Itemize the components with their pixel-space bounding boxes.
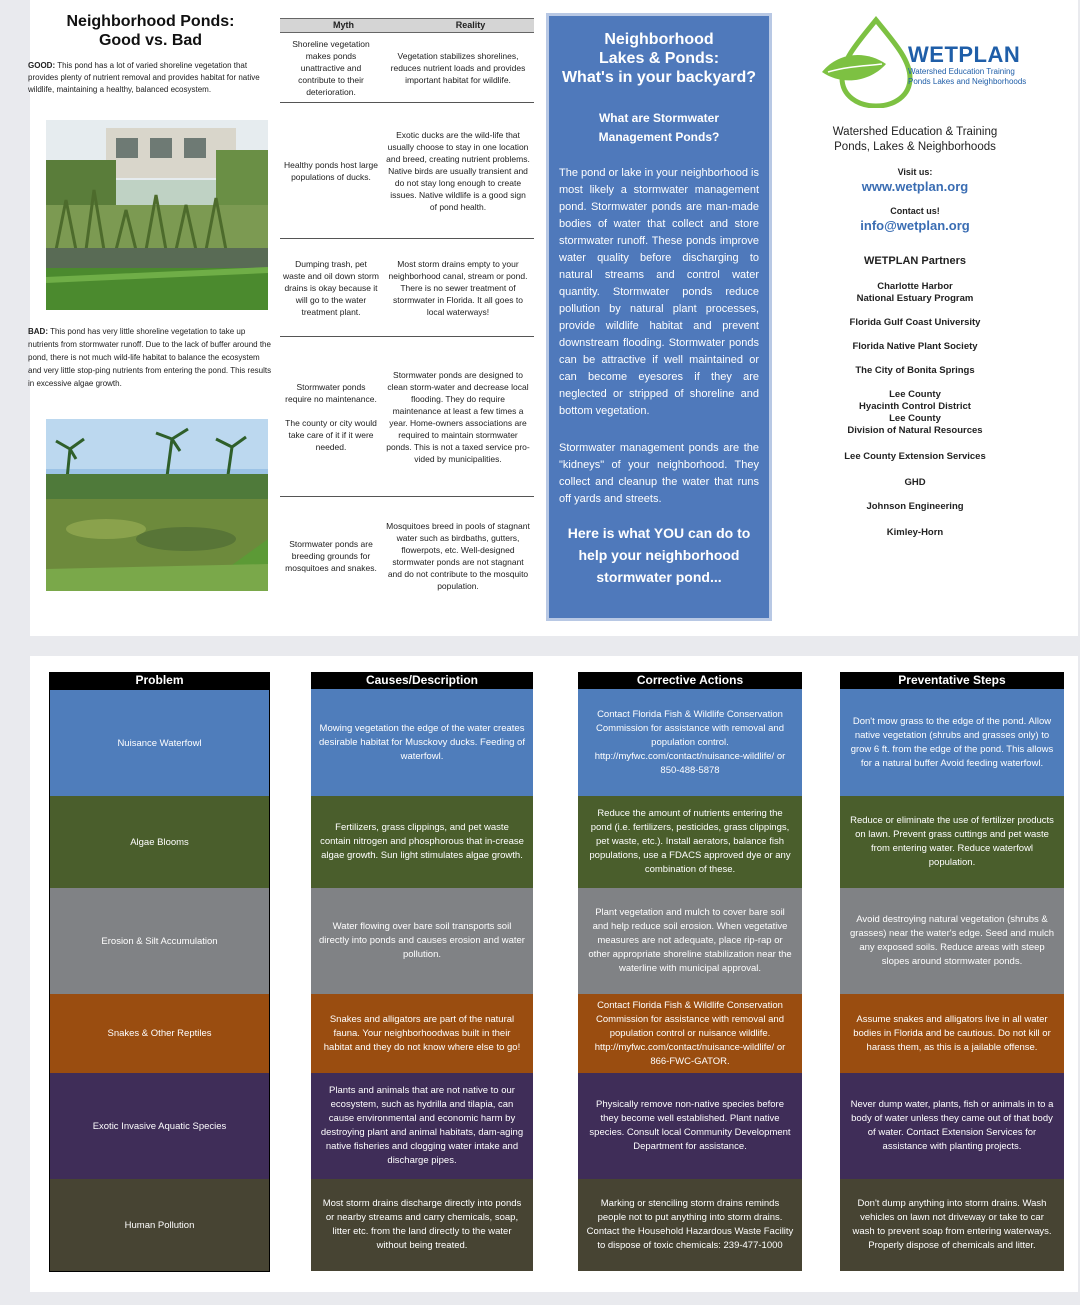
good-pond-photo <box>46 120 268 310</box>
stormwater-paragraph-1: The pond or lake in your neighborhood is most likely a stormwater management pond. Stormwater ponds are man-made bodies of water that collect and store stormwater runoff. These ponds improve water quality before discharging to natural streams and control water quantity. Stormwater ponds reduce pollution by natural plant processes, provide wildlife habitat and prevent downstream flooding. Stormwater ponds can be attractive if well maintained or can become eyesores if they are neglected or stripped of shoreline and bottom vegetation. <box>559 167 759 417</box>
email-link[interactable]: info@wetplan.org <box>860 218 970 233</box>
table-row <box>280 337 534 497</box>
wetplan-contact-panel <box>790 14 1040 539</box>
partner-item: Kimley-Horn <box>886 527 944 538</box>
reality-cell: Mosquitoes breed in pools of stagnant water such as birdbaths, gutters, flowerpots, etc. Well-designed stormwater ponds are not stagnant and do not contribute to the mosquito population. <box>386 521 530 591</box>
problem-header: Problem <box>49 672 270 689</box>
stormwater-paragraph-2: Stormwater management ponds are the "kidneys" of your neighborhood. They collect and cleanup the water that runs off yards and streets. <box>559 442 759 505</box>
contact-label: Contact us! <box>890 206 940 216</box>
preventative-cell: Reduce or eliminate the use of fertilizer products on lawn. Prevent grass cuttings and pet waste from entering water. Reduce waterfowl population. <box>840 796 1064 888</box>
blue-panel-title: Neighborhood Lakes & Ponds: What's in your backyard? <box>561 31 757 86</box>
visit-label: Visit us: <box>897 167 933 177</box>
causes-cell: Most storm drains discharge directly into ponds or nearby streams and carry chemicals, soap, litter etc. from the land directly to the water without being treated. <box>311 1179 533 1271</box>
corrective-actions-column <box>578 672 802 1271</box>
good-vs-bad-panel <box>28 12 273 96</box>
wetplan-logo-tagline-2: Ponds Lakes and Neighborhoods <box>908 77 1027 86</box>
stormwater-info-panel <box>546 13 772 621</box>
stormwater-question-heading: What are Stormwater Management Ponds? <box>598 111 720 144</box>
wetplan-logo-tagline-1: Watershed Education Training <box>908 67 1015 76</box>
bad-pond-caption: BAD: This pond has very little shoreline vegetation to take up nutrients from stormwater runoff. Due to the lack of buffer around the pond, there is not much wild-life habitat to balance the ecosystem and very little stop-ping nutrients from entering the pond. This results in excessive algae growth. <box>28 327 272 388</box>
partner-item: Florida Native Plant Society <box>852 341 978 352</box>
partners-heading: WETPLAN Partners <box>863 255 967 267</box>
preventative-cell: Don't mow grass to the edge of the pond. Allow native vegetation (shrubs and grasses only) to grow 6 ft. from the edge of the pond. This allows for a natural buffer Avoid feeding waterfowl. <box>840 689 1064 796</box>
partner-item: GHD <box>904 477 926 488</box>
preventative-steps-column <box>840 672 1064 1271</box>
problem-cells <box>49 689 270 1272</box>
corrective-cell: Plant vegetation and mulch to cover bare soil and help reduce soil erosion. When vegetative measures are not adequate, place rip-rap or other appropriate shoreline stabilization near the waterline with municipal approval. <box>578 888 802 994</box>
problem-cell: Human Pollution <box>50 1179 269 1271</box>
causes-cell: Snakes and alligators are part of the natural fauna. Your neighborhoodwas built in their habitat and they do not know where else to go! <box>311 994 533 1073</box>
preventative-cell: Assume snakes and alligators live in all water bodies in Florida and be cautious. Do not kill or harass them, as this is a jailable offense. <box>840 994 1064 1073</box>
partner-item: Lee County Extension Services <box>844 451 986 462</box>
table-row <box>280 103 534 239</box>
myth-cell: Stormwater ponds require no maintenance. The county or city would take care of it if it were needed. <box>285 381 377 452</box>
problem-cell: Exotic Invasive Aquatic Species <box>50 1073 269 1179</box>
problem-cell: Algae Blooms <box>50 796 269 888</box>
table-row <box>280 239 534 337</box>
bad-pond-photo <box>46 419 268 591</box>
causes-cell: Mowing vegetation the edge of the water creates desirable habitat for Musckovy ducks. Feeding of waterfowl. <box>311 689 533 796</box>
corrective-cell: Reduce the amount of nutrients entering the pond (i.e. fertilizers, pesticides, grass clippings, pet waste, etc.). Install aerators, balance fish populations, use a FDACS approved dye or any combination of these. <box>578 796 802 888</box>
reality-cell: Stormwater ponds are designed to clean storm-water and decrease local flooding. They do require maintenance at least a few times a year. Home-owners associations are required to maintain stormwater ponds. This is not a taxed service pro- vided by municipalities. <box>386 369 530 464</box>
reality-column-header: Reality <box>455 20 486 30</box>
corrective-header: Corrective Actions <box>578 672 802 689</box>
corrective-cell: Contact Florida Fish & Wildlife Conservation Commission for assistance with removal and population control or nuisance wildlife. http://myfwc.com/contact/nuisance-wildlife/ or 866-FWC-GATOR. <box>578 994 802 1073</box>
causes-header: Causes/Description <box>311 672 533 689</box>
myth-cell: Dumping trash, pet waste and oil down storm drains is okay because it will go to the water treatment plant. <box>283 258 379 317</box>
partner-item: Florida Gulf Coast University <box>849 317 981 328</box>
preventative-cell: Avoid destroying natural vegetation (shrubs & grasses) near the water's edge. Seed and mulch any exposed soils. Reduce areas with steep slopes around stormwater ponds. <box>840 888 1064 994</box>
wetplan-logo-word: WETPLAN <box>908 42 1021 67</box>
problem-cell: Snakes & Other Reptiles <box>50 994 269 1073</box>
reality-cell: Exotic ducks are the wild-life that usually choose to stay in one location and breed, creating nutrient problems. Native birds are usually transient and do not stay long enough to create issues. Native wildlife is a good sign of pond health. <box>386 129 530 212</box>
myth-cell: Stormwater ponds are breeding grounds for mosquitoes and snakes. <box>285 539 377 573</box>
partner-item: Lee County Hyacinth Control District Lee County Division of Natural Resources <box>847 389 983 436</box>
preventative-cell: Don't dump anything into storm drains. Wash vehicles on lawn not driveway or take to car wash to prevent soap from entering waterways. Properly dispose of chemicals and litter. <box>840 1179 1064 1271</box>
wetplan-logo <box>790 14 1040 114</box>
table-row <box>280 497 534 615</box>
good-vs-bad-title: Neighborhood Ponds: Good vs. Bad <box>66 13 235 49</box>
myth-reality-table <box>280 18 534 615</box>
water-drop-leaf-icon <box>818 16 918 108</box>
partner-item: Charlotte Harbor National Estuary Program <box>856 281 974 304</box>
myth-cell: Healthy ponds host large populations of ducks. <box>283 159 379 182</box>
causes-column <box>311 672 533 1271</box>
myth-table-header <box>280 18 534 33</box>
wetplan-org-name: Watershed Education & Training Ponds, Lakes & Neighborhoods <box>832 126 998 153</box>
causes-cell: Fertilizers, grass clippings, and pet waste contain nitrogen and phosphorous that in-crease algae growth. Sun light stimulates algae growth. <box>311 796 533 888</box>
good-pond-caption: GOOD: This pond has a lot of varied shoreline vegetation that provides plenty of nutrient removal and provides habitat for native wildlife, maintaining a healthy, balanced ecosystem. <box>28 61 260 94</box>
corrective-cell: Contact Florida Fish & Wildlife Conservation Commission for assistance with removal and population control. http://myfwc.com/contact/nuisance-wildlife/ or 850-488-5878 <box>578 689 802 796</box>
myth-cell: Shoreline vegetation makes ponds unattractive and contribute to their deterioration. <box>292 38 370 97</box>
website-link[interactable]: www.wetplan.org <box>861 179 969 194</box>
corrective-cell: Marking or stenciling storm drains reminds people not to put anything into storm drains. Contact the Household Hazardous Waste Facility to dispose of toxic chemicals: 239-477-1000 <box>578 1179 802 1271</box>
problem-cell: Erosion & Silt Accumulation <box>50 888 269 994</box>
preventative-header: Preventative Steps <box>840 672 1064 689</box>
call-to-action-heading: Here is what YOU can do to help your neighborhood stormwater pond... <box>567 525 751 585</box>
problem-cell: Nuisance Waterfowl <box>50 690 269 796</box>
myth-column-header: Myth <box>333 20 354 30</box>
causes-cell: Water flowing over bare soil transports soil directly into ponds and causes erosion and water pollution. <box>311 888 533 994</box>
partner-item: Johnson Engineering <box>866 501 964 512</box>
corrective-cell: Physically remove non-native species before they become well established. Plant native species. Consult local Community Development Department for assistance. <box>578 1073 802 1179</box>
preventative-cell: Never dump water, plants, fish or animals in to a body of water unless they came out of that body of water. Contact Extension Services for assistance with planting projects. <box>840 1073 1064 1179</box>
table-row <box>280 33 534 103</box>
causes-cell: Plants and animals that are not native to our ecosystem, such as hydrilla and tilapia, can cause environmental and economic harm by destroying plant and animal habitats, dam-aging native fisheries and clogging water intake and discharge pipes. <box>311 1073 533 1179</box>
partner-item: The City of Bonita Springs <box>855 365 975 376</box>
problem-column <box>49 672 270 1272</box>
reality-cell: Most storm drains empty to your neighborhood canal, stream or pond. There is no sewer treatment of stormwater in Florida. It all goes to local waterways! <box>388 258 528 317</box>
reality-cell: Vegetation stabilizes shorelines, reduces nutrient loads and provides important habitat for wildlife. <box>390 50 526 85</box>
